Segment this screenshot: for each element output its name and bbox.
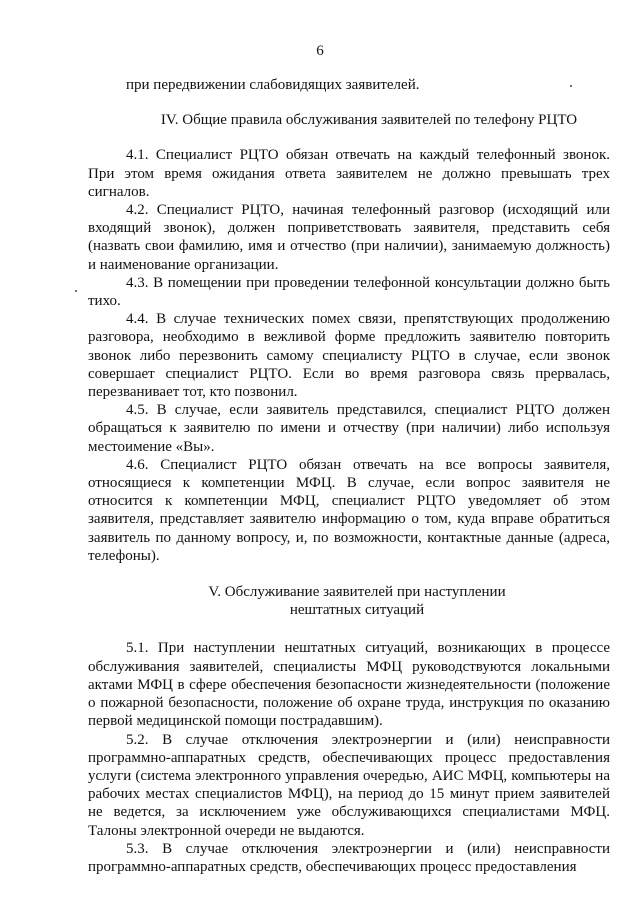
paragraph-4-3: 4.3. В помещении при проведении телефонной консультации должно быть тихо. [88, 274, 610, 310]
scan-speck [75, 290, 77, 292]
page-number: 6 [316, 43, 324, 59]
document-body [88, 76, 610, 876]
paragraph-5-1: 5.1. При наступлении нештатных ситуаций, возникающих в процессе обслуживания заявителей, специалисты МФЦ руководствуются локальными актами МФЦ в сфере обеспечения безопасности жизнедеятельности (положение о пожарной безопасности, положение об охране труда, инструкция по оказанию первой медицинской помощи пострадавшим). [88, 640, 610, 730]
paragraph-5-3: 5.3. В случае отключения электроэнергии и (или) неисправности программно-аппаратных средств, обеспечивающих процесс предоставления [88, 840, 610, 875]
section-5-heading [88, 583, 610, 619]
intro-paragraph: при передвижении слабовидящих заявителей. [126, 77, 420, 93]
paragraph-4-5: 4.5. В случае, если заявитель представился, специалист РЦТО должен обращаться к заявителю по имени и отчеству (при наличии) либо используя местоимение «Вы». [88, 402, 610, 455]
paragraph-4-1: 4.1. Специалист РЦТО обязан отвечать на каждый телефонный звонок. При этом время ожидания ответа заявителем не должно превышать трех сигналов. [88, 147, 610, 200]
section-4-heading: IV. Общие правила обслуживания заявителей по телефону РЦТО [160, 112, 578, 129]
section-5-heading-line-2: нештатных ситуаций [289, 602, 425, 619]
section-5-heading-line-1: V. Обслуживание заявителей при наступлении [208, 584, 506, 601]
paragraph-4-2: 4.2. Специалист РЦТО, начиная телефонный разговор (исходящий или входящий звонок), должен поприветствовать заявителя, представить себя (назвать свои фамилию, имя и отчество (при наличии), занимаемую должность) и наименование организации. [88, 202, 610, 273]
paragraph-4-4: 4.4. В случае технических помех связи, препятствующих продолжению разговора, необходимо в вежливой форме предложить заявителю повторить звонок либо перезвонить самому специалисту РЦТО в случае, если звонок совершает специалист РЦТО. Если во время разговора связь прервалась, перезванивает тот, кто позвонил. [88, 311, 610, 401]
paragraph-4-6: 4.6. Специалист РЦТО обязан отвечать на все вопросы заявителя, относящиеся к компетенции МФЦ. В случае, если вопрос заявителя не относится к компетенции МФЦ, специалист РЦТО уведомляет об этом заявителя, представляет заявителю информацию о том, куда вправе обратиться заявитель по данному вопросу, и, по возможности, контактные данные (адреса, телефоны). [88, 456, 610, 564]
paragraph-5-2: 5.2. В случае отключения электроэнергии и (или) неисправности программно-аппаратных средств, обеспечивающих процесс предоставления услуги (система электронного управления очередью, АИС МФЦ, компьютеры на рабочих местах специалистов МФЦ), на период до 15 минут прием заявителей не ведется, за исключением уже обслуживающихся специалистами МФЦ. Талоны электронной очереди не выдаются. [88, 731, 610, 839]
